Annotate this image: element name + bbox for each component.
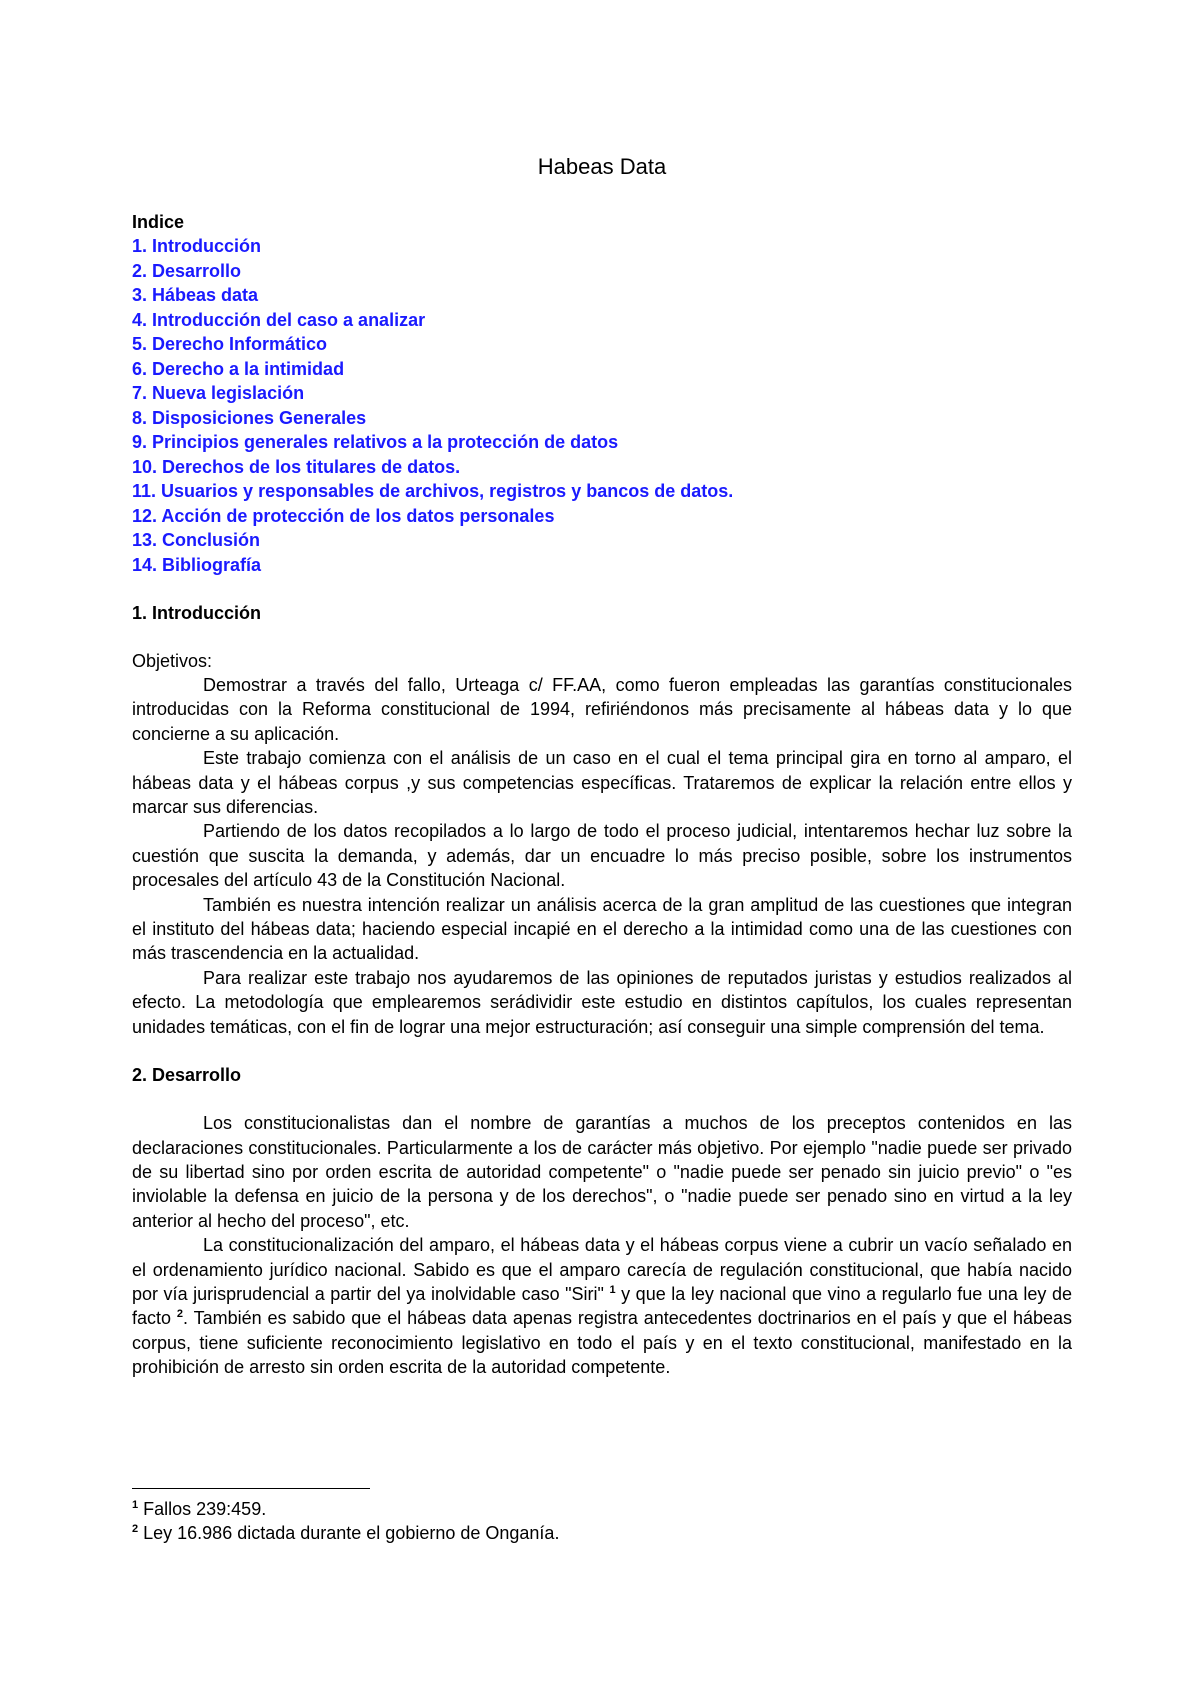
toc-item [132,479,1072,504]
toc-link[interactable]: 10. Derechos de los titulares de datos. [132,456,461,477]
footnote-ref[interactable]: 1 [609,1283,616,1296]
toc-link[interactable]: 2. Desarrollo [132,260,242,281]
toc-link[interactable]: 12. Acción de protección de los datos personales [132,505,555,526]
toc-item [132,406,1072,431]
toc-link[interactable]: 3. Hábeas data [132,285,259,305]
footnotes [132,1488,1072,1545]
paragraph: Para realizar este trabajo nos ayudaremos de las opiniones de reputados juristas y estudios realizados al efecto. La metodología que emplearemos serádividir este estudio en distintos capítulos, los cuales representan unidades temáticas, con el fin de lograr una mejor estructuración; así conseguir una simple comprensión del tema. [132,967,1072,1037]
toc-item [132,283,1072,308]
toc-link[interactable]: 7. Nueva legislación [132,383,305,403]
toc-link[interactable]: 13. Conclusión [132,530,261,550]
paragraph: Partiendo de los datos recopilados a lo largo de todo el proceso judicial, intentaremos hechar luz sobre la cuestión que suscita la demanda, y además, dar un encuadre lo más preciso posible, sobre los instrumentos procesales del artículo 43 de la Constitución Nacional. [132,821,1072,891]
toc-item [132,357,1072,382]
toc-item [132,455,1072,480]
section-heading-introduccion: 1. Introducción [132,603,262,623]
toc-item [132,332,1072,357]
objectives-label: Objetivos: [132,651,213,671]
index-heading: Indice [132,212,185,232]
paragraph-text: . También es sabido que el hábeas data apenas registra antecedentes doctrinarios en el país y que el hábeas corpus, tiene suficiente reconocimiento legislativo en todo el país y en el texto constitucional, manifestado en la prohibición de arresto sin orden escrita de la autoridad competente. [132,1308,1073,1378]
toc-item [132,259,1072,284]
toc-item [132,553,1072,578]
toc-item [132,430,1072,455]
footnote-text: Ley 16.986 dictada durante el gobierno de Onganía. [138,1523,560,1543]
footnote-number: 2 [132,1523,139,1535]
toc-item [132,504,1072,529]
toc-link[interactable]: 4. Introducción del caso a analizar [132,309,426,330]
section-heading-desarrollo: 2. Desarrollo [132,1065,242,1086]
footnote [132,1521,1072,1545]
footnote-separator [132,1488,370,1489]
paragraph-text: La constitucionalización del amparo, el hábeas data y el hábeas corpus viene a cubrir un vacío señalado en el ordenamiento jurídico nacional. Sabido es que el amparo carecía de regulación constitucional, que había nacido por vía jurisprudencial a partir del ya inolvidable caso "Siri" [132,1235,1072,1304]
paragraph: También es nuestra intención realizar un análisis acerca de la gran amplitud de las cuestiones que integran el instituto del hábeas data; haciendo especial incapié en el derecho a la intimidad como una de las cuestiones con más trascendencia en la actualidad. [132,894,1072,964]
paragraph: Los constitucionalistas dan el nombre de garantías a muchos de los preceptos contenidos en las declaraciones constitucionales. Particularmente a los de carácter más objetivo. Por ejemplo "nadie puede ser privado de su libertad sino por orden escrita de autoridad competente" o "nadie puede ser penado sin juicio previo" o "es inviolable la defensa en juicio de la persona y de los derechos", o "nadie puede ser penado sino en virtud a la ley anterior al hecho del proceso", etc. [132,1113,1072,1231]
toc-link[interactable]: 1. Introducción [132,236,262,256]
table-of-contents [132,234,1072,577]
toc-link[interactable]: 6. Derecho a la intimidad [132,358,345,379]
paragraph: Demostrar a través del fallo, Urteaga c/ FF.AA, como fueron empleadas las garantías constitucionales introducidas con la Reforma constitucional de 1994, refiriéndonos más precisamente al hábeas data y lo que concierne a su aplicación. [132,675,1072,744]
toc-link[interactable]: 8. Disposiciones Generales [132,407,367,428]
toc-item [132,381,1072,406]
toc-item [132,234,1072,259]
footnote-number: 1 [132,1499,139,1511]
toc-link[interactable]: 14. Bibliografía [132,554,262,575]
toc-item [132,528,1072,553]
document-title: Habeas Data [537,154,667,179]
footnote-ref[interactable]: 2 [176,1308,184,1321]
paragraph [132,1233,1072,1379]
footnote [132,1497,1072,1521]
toc-link[interactable]: 5. Derecho Informático [132,334,328,354]
toc-link[interactable]: 9. Principios generales relativos a la protección de datos [132,432,619,452]
paragraph-text: y que la ley nacional que vino a regularlo fue una ley de facto [132,1283,1072,1329]
toc-link[interactable]: 11. Usuarios y responsables de archivos, registros y bancos de datos. [132,481,734,501]
paragraph: Este trabajo comienza con el análisis de un caso en el cual el tema principal gira en torno al amparo, el hábeas data y el hábeas corpus ,y sus competencias específicas. Trataremos de explicar la relación entre ellos y marcar sus diferencias. [132,748,1072,818]
footnote-text: Fallos 239:459. [138,1499,267,1519]
toc-item [132,308,1072,333]
